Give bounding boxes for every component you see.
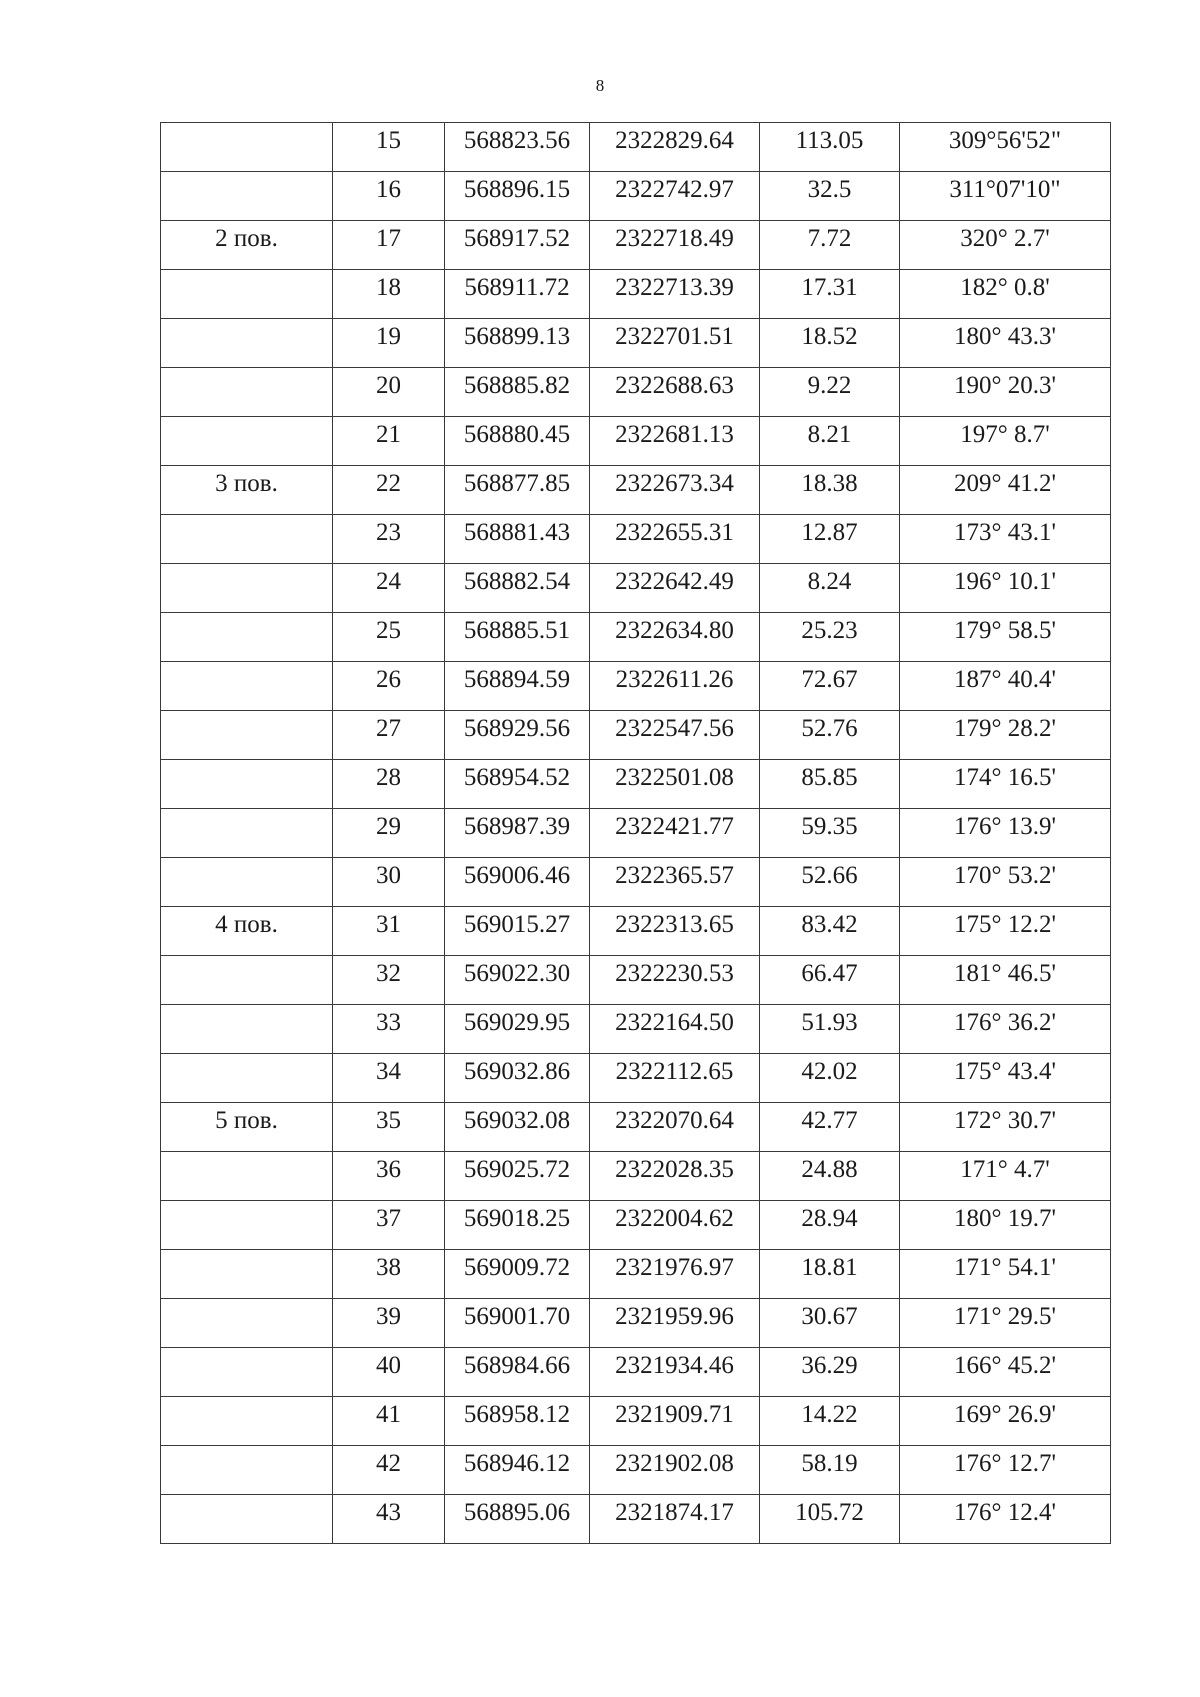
point-number-cell: 35 <box>333 1103 445 1152</box>
point-number-cell: 33 <box>333 1005 445 1054</box>
turn-label-cell <box>161 368 333 417</box>
turn-label-cell <box>161 172 333 221</box>
point-number-cell: 22 <box>333 466 445 515</box>
length-cell: 14.22 <box>760 1397 900 1446</box>
table-row <box>161 123 1111 172</box>
x-coordinate-cell: 568885.51 <box>445 613 590 662</box>
x-coordinate-cell: 569032.86 <box>445 1054 590 1103</box>
point-number-cell: 17 <box>333 221 445 270</box>
page-number: 8 <box>595 76 605 95</box>
point-number-cell: 25 <box>333 613 445 662</box>
turn-label-cell <box>161 1397 333 1446</box>
y-coordinate-cell: 2322230.53 <box>590 956 760 1005</box>
y-coordinate-cell: 2321959.96 <box>590 1299 760 1348</box>
angle-cell: 181° 46.5' <box>900 956 1111 1005</box>
x-coordinate-cell: 569018.25 <box>445 1201 590 1250</box>
y-coordinate-cell: 2321902.08 <box>590 1446 760 1495</box>
x-coordinate-cell: 568895.06 <box>445 1495 590 1544</box>
point-number-cell: 36 <box>333 1152 445 1201</box>
table-row <box>161 662 1111 711</box>
length-cell: 17.31 <box>760 270 900 319</box>
point-number-cell: 38 <box>333 1250 445 1299</box>
turn-label-cell <box>161 1250 333 1299</box>
x-coordinate-cell: 568881.43 <box>445 515 590 564</box>
point-number-cell: 34 <box>333 1054 445 1103</box>
turn-label-cell <box>161 1005 333 1054</box>
table-row <box>161 1397 1111 1446</box>
length-cell: 28.94 <box>760 1201 900 1250</box>
length-cell: 59.35 <box>760 809 900 858</box>
point-number-cell: 29 <box>333 809 445 858</box>
point-number-cell: 43 <box>333 1495 445 1544</box>
x-coordinate-cell: 568877.85 <box>445 466 590 515</box>
x-coordinate-cell: 568823.56 <box>445 123 590 172</box>
point-number-cell: 39 <box>333 1299 445 1348</box>
angle-cell: 173° 43.1' <box>900 515 1111 564</box>
x-coordinate-cell: 568896.15 <box>445 172 590 221</box>
angle-cell: 170° 53.2' <box>900 858 1111 907</box>
coordinates-table-container <box>160 122 1110 1544</box>
x-coordinate-cell: 568911.72 <box>445 270 590 319</box>
y-coordinate-cell: 2322547.56 <box>590 711 760 760</box>
length-cell: 51.93 <box>760 1005 900 1054</box>
table-row <box>161 711 1111 760</box>
turn-label-cell <box>161 417 333 466</box>
length-cell: 8.21 <box>760 417 900 466</box>
table-row <box>161 1299 1111 1348</box>
table-row <box>161 1348 1111 1397</box>
point-number-cell: 30 <box>333 858 445 907</box>
point-number-cell: 15 <box>333 123 445 172</box>
length-cell: 7.72 <box>760 221 900 270</box>
y-coordinate-cell: 2322742.97 <box>590 172 760 221</box>
y-coordinate-cell: 2322673.34 <box>590 466 760 515</box>
point-number-cell: 18 <box>333 270 445 319</box>
y-coordinate-cell: 2322028.35 <box>590 1152 760 1201</box>
y-coordinate-cell: 2322421.77 <box>590 809 760 858</box>
y-coordinate-cell: 2322313.65 <box>590 907 760 956</box>
point-number-cell: 40 <box>333 1348 445 1397</box>
angle-cell: 311°07'10" <box>900 172 1111 221</box>
turn-label-cell <box>161 564 333 613</box>
angle-cell: 209° 41.2' <box>900 466 1111 515</box>
turn-label-cell <box>161 319 333 368</box>
turn-label-cell: 4 пов. <box>161 907 333 956</box>
angle-cell: 179° 28.2' <box>900 711 1111 760</box>
length-cell: 52.66 <box>760 858 900 907</box>
point-number-cell: 20 <box>333 368 445 417</box>
y-coordinate-cell: 2322634.80 <box>590 613 760 662</box>
table-row <box>161 1005 1111 1054</box>
turn-label-cell <box>161 1348 333 1397</box>
x-coordinate-cell: 569015.27 <box>445 907 590 956</box>
angle-cell: 320° 2.7' <box>900 221 1111 270</box>
angle-cell: 182° 0.8' <box>900 270 1111 319</box>
length-cell: 32.5 <box>760 172 900 221</box>
x-coordinate-cell: 568885.82 <box>445 368 590 417</box>
table-row <box>161 907 1111 956</box>
length-cell: 42.02 <box>760 1054 900 1103</box>
x-coordinate-cell: 568929.56 <box>445 711 590 760</box>
y-coordinate-cell: 2322713.39 <box>590 270 760 319</box>
y-coordinate-cell: 2322365.57 <box>590 858 760 907</box>
length-cell: 12.87 <box>760 515 900 564</box>
table-row <box>161 1250 1111 1299</box>
x-coordinate-cell: 568984.66 <box>445 1348 590 1397</box>
length-cell: 42.77 <box>760 1103 900 1152</box>
length-cell: 113.05 <box>760 123 900 172</box>
angle-cell: 171° 29.5' <box>900 1299 1111 1348</box>
turn-label-cell <box>161 515 333 564</box>
angle-cell: 190° 20.3' <box>900 368 1111 417</box>
angle-cell: 176° 12.4' <box>900 1495 1111 1544</box>
turn-label-cell <box>161 711 333 760</box>
table-row <box>161 760 1111 809</box>
y-coordinate-cell: 2322501.08 <box>590 760 760 809</box>
point-number-cell: 28 <box>333 760 445 809</box>
point-number-cell: 23 <box>333 515 445 564</box>
y-coordinate-cell: 2322642.49 <box>590 564 760 613</box>
x-coordinate-cell: 568958.12 <box>445 1397 590 1446</box>
x-coordinate-cell: 568946.12 <box>445 1446 590 1495</box>
y-coordinate-cell: 2321874.17 <box>590 1495 760 1544</box>
angle-cell: 172° 30.7' <box>900 1103 1111 1152</box>
turn-label-cell <box>161 613 333 662</box>
turn-label-cell <box>161 1299 333 1348</box>
angle-cell: 176° 36.2' <box>900 1005 1111 1054</box>
turn-label-cell: 3 пов. <box>161 466 333 515</box>
y-coordinate-cell: 2322004.62 <box>590 1201 760 1250</box>
x-coordinate-cell: 568894.59 <box>445 662 590 711</box>
length-cell: 83.42 <box>760 907 900 956</box>
angle-cell: 180° 43.3' <box>900 319 1111 368</box>
turn-label-cell <box>161 956 333 1005</box>
point-number-cell: 16 <box>333 172 445 221</box>
point-number-cell: 27 <box>333 711 445 760</box>
x-coordinate-cell: 569032.08 <box>445 1103 590 1152</box>
angle-cell: 169° 26.9' <box>900 1397 1111 1446</box>
length-cell: 24.88 <box>760 1152 900 1201</box>
y-coordinate-cell: 2322112.65 <box>590 1054 760 1103</box>
turn-label-cell <box>161 1054 333 1103</box>
length-cell: 52.76 <box>760 711 900 760</box>
point-number-cell: 19 <box>333 319 445 368</box>
table-row <box>161 1152 1111 1201</box>
point-number-cell: 37 <box>333 1201 445 1250</box>
y-coordinate-cell: 2322655.31 <box>590 515 760 564</box>
table-row <box>161 1054 1111 1103</box>
x-coordinate-cell: 569029.95 <box>445 1005 590 1054</box>
x-coordinate-cell: 568917.52 <box>445 221 590 270</box>
length-cell: 8.24 <box>760 564 900 613</box>
table-row <box>161 368 1111 417</box>
table-row <box>161 172 1111 221</box>
turn-label-cell <box>161 123 333 172</box>
point-number-cell: 41 <box>333 1397 445 1446</box>
y-coordinate-cell: 2322070.64 <box>590 1103 760 1152</box>
angle-cell: 309°56'52" <box>900 123 1111 172</box>
turn-label-cell <box>161 809 333 858</box>
angle-cell: 174° 16.5' <box>900 760 1111 809</box>
angle-cell: 171° 54.1' <box>900 1250 1111 1299</box>
point-number-cell: 31 <box>333 907 445 956</box>
angle-cell: 180° 19.7' <box>900 1201 1111 1250</box>
x-coordinate-cell: 569009.72 <box>445 1250 590 1299</box>
angle-cell: 175° 12.2' <box>900 907 1111 956</box>
table-row <box>161 270 1111 319</box>
y-coordinate-cell: 2322701.51 <box>590 319 760 368</box>
table-row <box>161 466 1111 515</box>
y-coordinate-cell: 2321909.71 <box>590 1397 760 1446</box>
length-cell: 72.67 <box>760 662 900 711</box>
length-cell: 9.22 <box>760 368 900 417</box>
angle-cell: 171° 4.7' <box>900 1152 1111 1201</box>
y-coordinate-cell: 2322829.64 <box>590 123 760 172</box>
x-coordinate-cell: 569006.46 <box>445 858 590 907</box>
angle-cell: 176° 12.7' <box>900 1446 1111 1495</box>
turn-label-cell <box>161 1495 333 1544</box>
length-cell: 25.23 <box>760 613 900 662</box>
point-number-cell: 26 <box>333 662 445 711</box>
turn-label-cell <box>161 858 333 907</box>
table-row <box>161 221 1111 270</box>
x-coordinate-cell: 568882.54 <box>445 564 590 613</box>
point-number-cell: 21 <box>333 417 445 466</box>
length-cell: 18.52 <box>760 319 900 368</box>
table-row <box>161 956 1111 1005</box>
angle-cell: 196° 10.1' <box>900 564 1111 613</box>
length-cell: 18.81 <box>760 1250 900 1299</box>
angle-cell: 187° 40.4' <box>900 662 1111 711</box>
point-number-cell: 32 <box>333 956 445 1005</box>
coordinates-table <box>160 122 1111 1544</box>
x-coordinate-cell: 569022.30 <box>445 956 590 1005</box>
turn-label-cell <box>161 1201 333 1250</box>
length-cell: 18.38 <box>760 466 900 515</box>
x-coordinate-cell: 568899.13 <box>445 319 590 368</box>
table-row <box>161 1103 1111 1152</box>
y-coordinate-cell: 2322681.13 <box>590 417 760 466</box>
y-coordinate-cell: 2322688.63 <box>590 368 760 417</box>
x-coordinate-cell: 568987.39 <box>445 809 590 858</box>
y-coordinate-cell: 2322718.49 <box>590 221 760 270</box>
coordinates-table-body <box>161 123 1111 1544</box>
angle-cell: 166° 45.2' <box>900 1348 1111 1397</box>
table-row <box>161 1446 1111 1495</box>
turn-label-cell: 5 пов. <box>161 1103 333 1152</box>
table-row <box>161 417 1111 466</box>
turn-label-cell <box>161 760 333 809</box>
point-number-cell: 24 <box>333 564 445 613</box>
turn-label-cell <box>161 662 333 711</box>
table-row <box>161 809 1111 858</box>
y-coordinate-cell: 2321934.46 <box>590 1348 760 1397</box>
angle-cell: 175° 43.4' <box>900 1054 1111 1103</box>
x-coordinate-cell: 569001.70 <box>445 1299 590 1348</box>
length-cell: 36.29 <box>760 1348 900 1397</box>
point-number-cell: 42 <box>333 1446 445 1495</box>
length-cell: 58.19 <box>760 1446 900 1495</box>
x-coordinate-cell: 569025.72 <box>445 1152 590 1201</box>
y-coordinate-cell: 2322611.26 <box>590 662 760 711</box>
turn-label-cell <box>161 270 333 319</box>
table-row <box>161 1495 1111 1544</box>
turn-label-cell: 2 пов. <box>161 221 333 270</box>
angle-cell: 176° 13.9' <box>900 809 1111 858</box>
table-row <box>161 858 1111 907</box>
table-row <box>161 564 1111 613</box>
y-coordinate-cell: 2322164.50 <box>590 1005 760 1054</box>
length-cell: 30.67 <box>760 1299 900 1348</box>
table-row <box>161 515 1111 564</box>
length-cell: 85.85 <box>760 760 900 809</box>
y-coordinate-cell: 2321976.97 <box>590 1250 760 1299</box>
length-cell: 66.47 <box>760 956 900 1005</box>
table-row <box>161 1201 1111 1250</box>
angle-cell: 197° 8.7' <box>900 417 1111 466</box>
x-coordinate-cell: 568880.45 <box>445 417 590 466</box>
turn-label-cell <box>161 1152 333 1201</box>
x-coordinate-cell: 568954.52 <box>445 760 590 809</box>
angle-cell: 179° 58.5' <box>900 613 1111 662</box>
length-cell: 105.72 <box>760 1495 900 1544</box>
table-row <box>161 613 1111 662</box>
table-row <box>161 319 1111 368</box>
turn-label-cell <box>161 1446 333 1495</box>
